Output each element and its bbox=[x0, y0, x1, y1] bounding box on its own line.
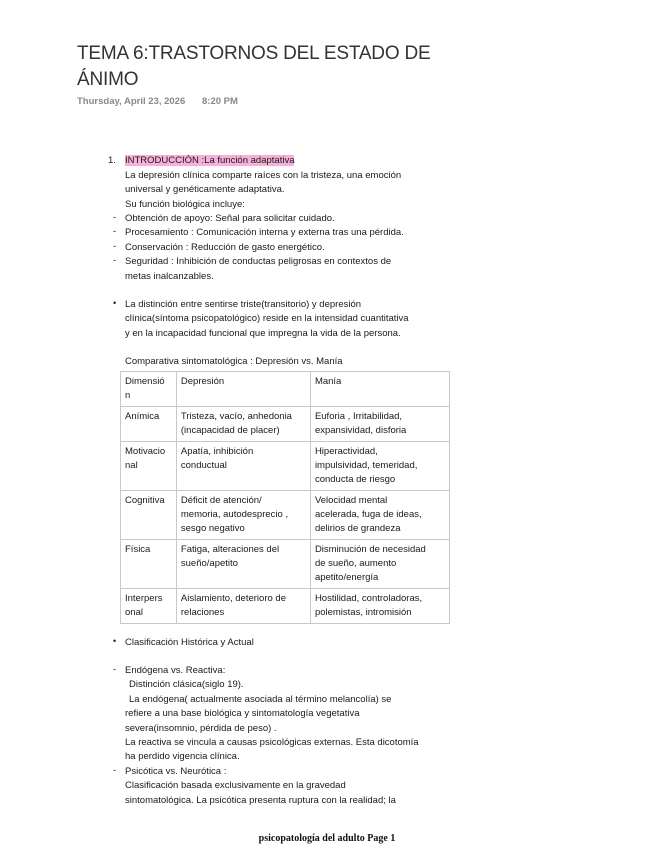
cell-line: nal bbox=[125, 460, 138, 471]
cell-line: Déficit de atención/ bbox=[180, 495, 262, 506]
table-cell bbox=[310, 407, 449, 442]
paragraph-line: Su función biológica incluye: bbox=[125, 199, 245, 210]
cell-line: Aislamiento, deterioro de bbox=[180, 593, 286, 604]
cell-line: Física bbox=[125, 544, 151, 555]
cell-line: delirios de grandeza bbox=[314, 523, 401, 534]
cell-line: Fatiga, alteraciones del bbox=[180, 544, 280, 555]
cell-line: conductual bbox=[180, 460, 227, 471]
list-item: Psicótica vs. Neurótica : bbox=[125, 766, 227, 777]
section-heading bbox=[125, 154, 294, 168]
cell-line: n bbox=[125, 390, 131, 401]
table-cell bbox=[310, 589, 449, 624]
table-cell bbox=[176, 491, 310, 540]
page-footer bbox=[0, 833, 654, 844]
list-item: Endógena vs. Reactiva: bbox=[125, 665, 226, 676]
cell-line: onal bbox=[125, 607, 143, 618]
cell-line: Motivacio bbox=[125, 446, 166, 457]
cell-line: polemistas, intromisión bbox=[314, 607, 412, 618]
cell-line: Hostilidad, controladoras, bbox=[314, 593, 423, 604]
cell-line: Velocidad mental bbox=[314, 495, 388, 506]
cell-line: Cognitiva bbox=[125, 495, 165, 506]
cell-line: Dimensió bbox=[125, 376, 165, 387]
paragraph-line: refiere a una base biológica y sintomatología vegetativa bbox=[125, 708, 360, 719]
table-cell bbox=[176, 589, 310, 624]
table-cell bbox=[121, 372, 177, 407]
cell-line: conducta de riesgo bbox=[314, 474, 396, 485]
dash-marker: - bbox=[113, 664, 117, 675]
list-item: Seguridad : Inhibición de conductas peligrosas en contextos de bbox=[125, 256, 392, 267]
paragraph-line: La distinción entre sentirse triste(transitorio) y depresión bbox=[125, 299, 362, 310]
page-date: Thursday, April 23, 2026 bbox=[77, 96, 186, 107]
cell-line: Apatía, inhibición bbox=[180, 446, 254, 457]
table-row bbox=[121, 491, 450, 540]
table-row bbox=[121, 589, 450, 624]
list-item-continuation: metas inalcanzables. bbox=[125, 271, 214, 282]
dash-marker: - bbox=[113, 765, 117, 776]
cell-line: expansividad, disforia bbox=[314, 425, 407, 436]
cell-line: sesgo negativo bbox=[180, 523, 245, 534]
comparison-table bbox=[120, 371, 450, 624]
paragraph-line: universal y genéticamente adaptativa. bbox=[125, 184, 285, 195]
dash-marker: - bbox=[113, 226, 117, 237]
paragraph-line: La reactiva se vincula a causas psicológicas externas. Esta dicotomía bbox=[125, 737, 419, 748]
dash-marker: - bbox=[113, 255, 117, 266]
highlighted-heading: INTRODUCCIÓN :La función adaptativa bbox=[125, 155, 295, 166]
cell-line: memoria, autodesprecio , bbox=[180, 509, 289, 520]
table-cell bbox=[121, 442, 177, 491]
cell-line: relaciones bbox=[180, 607, 225, 618]
paragraph-line: y en la incapacidad funcional que impregna la vida de la persona. bbox=[125, 328, 401, 339]
bullet-marker: • bbox=[113, 636, 117, 646]
paragraph-line: La depresión clínica comparte raíces con la tristeza, una emoción bbox=[125, 170, 402, 181]
cell-line: Anímica bbox=[125, 411, 160, 422]
table-cell bbox=[121, 491, 177, 540]
table-cell bbox=[176, 407, 310, 442]
table-cell bbox=[310, 491, 449, 540]
dash-marker: - bbox=[113, 212, 117, 223]
list-item: Obtención de apoyo: Señal para solicitar cuidado. bbox=[125, 213, 335, 224]
table-row bbox=[121, 407, 450, 442]
cell-line: Depresión bbox=[180, 376, 225, 387]
paragraph-line: ha perdido vigencia clínica. bbox=[125, 751, 240, 762]
cell-line: de sueño, aumento bbox=[314, 558, 397, 569]
table-caption: Comparativa sintomatológica : Depresión vs. Manía bbox=[125, 356, 343, 367]
paragraph-line: severa(insomnio, pérdida de peso) . bbox=[125, 723, 277, 734]
paragraph-line: Clasificación basada exclusivamente en la gravedad bbox=[125, 780, 346, 791]
table-cell bbox=[310, 442, 449, 491]
list-item: Procesamiento : Comunicación interna y externa tras una pérdida. bbox=[125, 227, 404, 238]
cell-line: (incapacidad de placer) bbox=[180, 425, 280, 436]
footer-title: psicopatología del adulto bbox=[258, 833, 365, 844]
section-subheading: Clasificación Histórica y Actual bbox=[125, 637, 254, 648]
table-row bbox=[121, 442, 450, 491]
cell-line: Tristeza, vacío, anhedonia bbox=[180, 411, 292, 422]
table-cell bbox=[121, 407, 177, 442]
table-cell bbox=[176, 540, 310, 589]
bullet-marker: • bbox=[113, 298, 117, 308]
dash-marker: - bbox=[113, 241, 117, 252]
cell-line: acelerada, fuga de ideas, bbox=[314, 509, 422, 520]
table-cell bbox=[310, 540, 449, 589]
list-item: Conservación : Reducción de gasto energético. bbox=[125, 242, 325, 253]
page-time: 8:20 PM bbox=[202, 96, 238, 107]
paragraph-line: La endógena( actualmente asociada al término melancolía) se bbox=[129, 694, 392, 705]
table-cell bbox=[176, 372, 310, 407]
table-cell bbox=[121, 589, 177, 624]
cell-line: Disminución de necesidad bbox=[314, 544, 426, 555]
table-cell bbox=[176, 442, 310, 491]
paragraph-line: clínica(síntoma psicopatológico) reside en la intensidad cuantitativa bbox=[125, 313, 409, 324]
list-number: 1. bbox=[108, 155, 116, 166]
cell-line: Interpers bbox=[125, 593, 163, 604]
page-title: TEMA 6:TRASTORNOS DEL ESTADO DE ÁNIMO bbox=[77, 43, 431, 90]
paragraph-line: sintomatológica. La psicótica presenta ruptura con la realidad; la bbox=[125, 795, 396, 806]
cell-line: Euforia , Irritabilidad, bbox=[314, 411, 403, 422]
table-row bbox=[121, 372, 450, 407]
cell-line: impulsividad, temeridad, bbox=[314, 460, 418, 471]
table-cell bbox=[121, 540, 177, 589]
table-row bbox=[121, 540, 450, 589]
cell-line: sueño/apetito bbox=[180, 558, 238, 569]
paragraph-line: Distinción clásica(siglo 19). bbox=[129, 679, 244, 690]
footer-page-number: Page 1 bbox=[367, 833, 396, 844]
table-cell bbox=[310, 372, 449, 407]
cell-line: apetito/energía bbox=[314, 572, 379, 583]
cell-line: Manía bbox=[314, 376, 342, 387]
cell-line: Hiperactividad, bbox=[314, 446, 378, 457]
